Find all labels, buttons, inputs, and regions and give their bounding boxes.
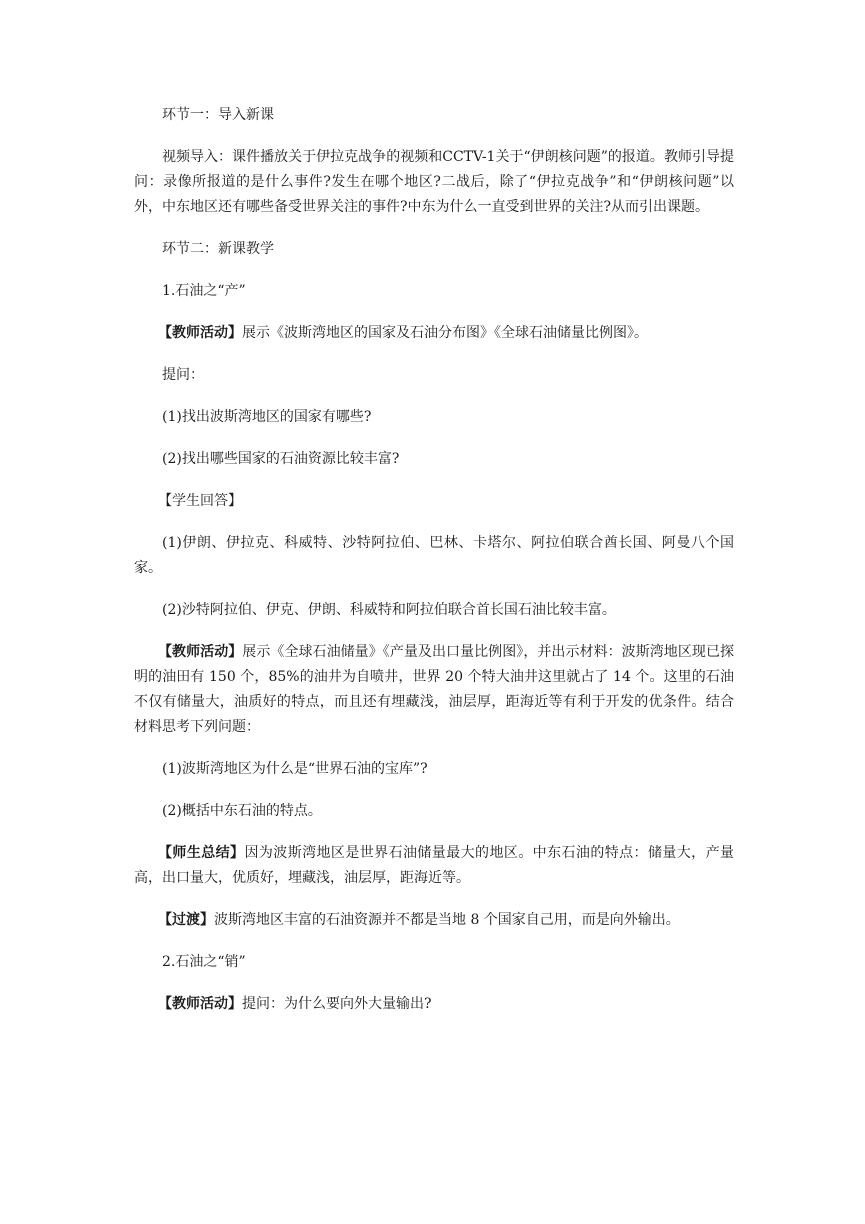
paragraph-teacher-activity-3: 【教师活动】提问：为什么要向外大量输出? bbox=[158, 996, 432, 1012]
paragraph-transition: 【过渡】波斯湾地区丰富的石油资源并不都是当地 8 个国家自己用，而是向外输出。 bbox=[158, 912, 680, 928]
paragraph-question-3: (1)波斯湾地区为什么是“世界石油的宝库”? bbox=[162, 761, 428, 777]
paragraph-question-2: (2)找出哪些国家的石油资源比较丰富? bbox=[162, 451, 400, 467]
section-heading-intro: 环节一：导入新课 bbox=[162, 107, 274, 123]
paragraph-question-4: (2)概括中东石油的特点。 bbox=[162, 803, 322, 819]
paragraph-summary: 【师生总结】因为波斯湾地区是世界石油储量最大的地区。中东石油的特点：储量大，产量高，出口量大，优质好，埋藏浅，油层厚，距海近等。 bbox=[134, 845, 735, 886]
label-teacher-activity: 【教师活动】 bbox=[158, 325, 242, 341]
paragraph-answer-2: (2)沙特阿拉伯、伊克、伊朗、科威特和阿拉伯联合首长国石油比较丰富。 bbox=[162, 602, 616, 618]
paragraph-question-prompt: 提问： bbox=[162, 367, 204, 383]
label-teacher-activity: 【教师活动】 bbox=[158, 996, 242, 1012]
label-teacher-activity: 【教师活动】 bbox=[158, 644, 243, 660]
label-summary: 【师生总结】 bbox=[158, 845, 245, 861]
label-transition: 【过渡】 bbox=[158, 912, 214, 928]
document-body bbox=[134, 103, 734, 1034]
paragraph-student-answer-label: 【学生回答】 bbox=[158, 493, 242, 509]
paragraph-question-1: (1)找出波斯湾地区的国家有哪些? bbox=[162, 409, 372, 425]
paragraph-answer-1: (1)伊朗、伊拉克、科威特、沙特阿拉伯、巴林、卡塔尔、阿拉伯联合酋长国、阿曼八个国家。 bbox=[134, 535, 734, 576]
paragraph-teacher-activity-2: 【教师活动】展示《全球石油储量》《产量及出口量比例图》，并出示材料：波斯湾地区现已探明的油田有 150 个，85%的油井为自喷井，世界 20 个特大油井这里就占了 14 个。这里的石油不仅有储量大，油质好的特点，而且还有埋藏浅，油层厚，距海近等有利于开发的优条件。结合材料思考下列问题： bbox=[134, 644, 735, 735]
subheading-oil-production: 1.石油之“产” bbox=[162, 283, 246, 299]
paragraph-video-intro: 视频导入：课件播放关于伊拉克战争的视频和CCTV-1关于“伊朗核问题”的报道。教师引导提问：录像所报道的是什么事件?发生在哪个地区?二战后，除了“伊拉克战争”和“伊朗核问题”以外，中东地区还有哪些备受世界关注的事件?中东为什么一直受到世界的关注?从而引出课题。 bbox=[134, 149, 734, 215]
section-heading-new-lesson: 环节二：新课教学 bbox=[162, 241, 274, 257]
paragraph-teacher-activity-1: 【教师活动】展示《波斯湾地区的国家及石油分布图》《全球石油储量比例图》。 bbox=[158, 325, 648, 341]
subheading-oil-sales: 2.石油之“销” bbox=[162, 954, 246, 970]
